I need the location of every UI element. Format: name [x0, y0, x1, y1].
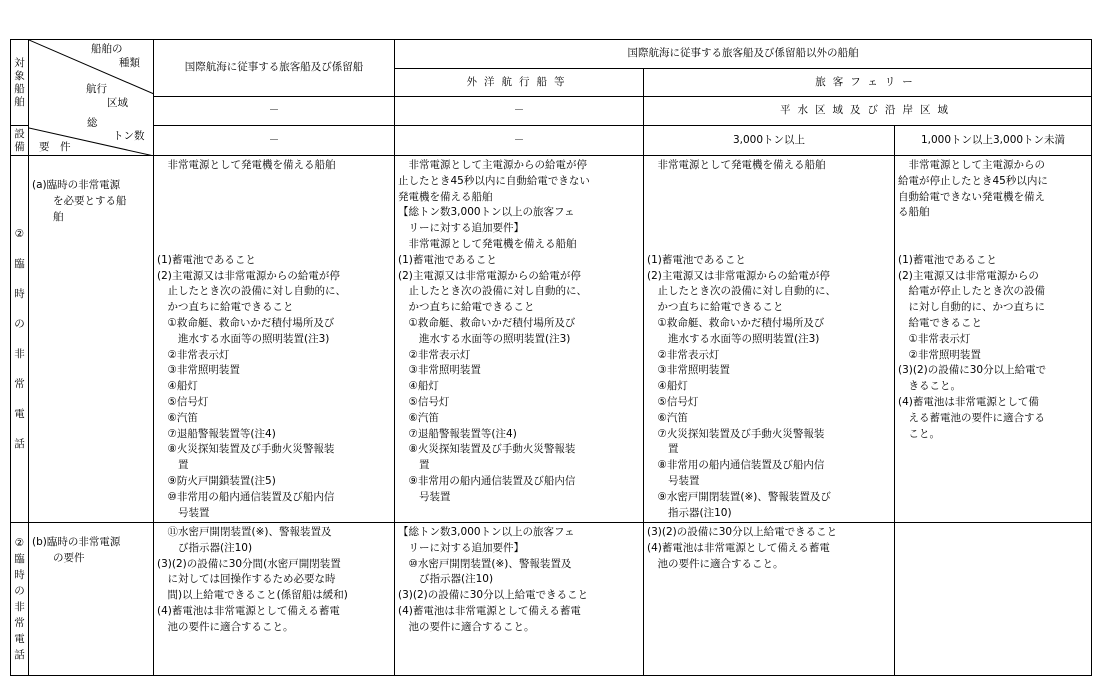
header-area-smooth-coastal: 平水区域及び沿岸区域	[644, 97, 1092, 126]
corner-tonnage-label-2: トン数	[113, 130, 145, 142]
header-diagonal-corner	[29, 40, 154, 156]
header-target-ship-vertical: 対 象 船 舶	[11, 40, 29, 126]
regulation-table-wrapper	[10, 39, 1091, 675]
header-col2-area-dash: －	[395, 97, 644, 126]
section2-side-label: ② 臨 時 の 非 常 電 話	[11, 523, 29, 676]
header-col2-ocean-going: 外洋航行船等	[395, 69, 644, 97]
corner-ship-type-label: 船舶の	[91, 43, 123, 55]
section2-col4-text	[895, 523, 1092, 676]
section2-col3-text: (3)(2)の設備に30分以上給電できること (4)蓄電池は非常電源として備える蓄電 池の要件に適合すること。	[644, 523, 895, 676]
section1-col2-text: 非常電源として主電源からの給電が停 止したとき45秒以内に自動給電できない 発電機を備える船舶 【総トン数3,000トン以上の旅客フェ リーに対する追加要件】 非常電源として発電機を備える船舶 (1)蓄電池であること (2)主電源又は非常電源からの給電が停 止したとき次の設備に対し自動的に、 かつ直ちに給電できること ①救命艇、救命いかだ積付場所及び 進水する水面等の照明装置(注3) ②非常表示灯 ③非常照明装置 ④船灯 ⑤信号灯 ⑥汽笛 ⑦退船警報装置等(注4) ⑧火災探知装置及び手動火災警報装 置 ⑨非常用の船内通信装置及び船内信 号装置	[395, 156, 644, 523]
section2-col2-text: 【総トン数3,000トン以上の旅客フェ リーに対する追加要件】 ⑩水密戸開閉装置(※)、警報装置及 び指示器(注10) (3)(2)の設備に30分以上給電できること (4)蓄電池は非常電源として備える蓄電 池の要件に適合すること。	[395, 523, 644, 676]
section1-col4-text: 非常電源として主電源からの 給電が停止したとき45秒以内に 自動給電できない発電機を備え る船舶 (1)蓄電池であること (2)主電源又は非常電源からの 給電が停止したとき次の設備 に対し自動的に、かつ直ちに 給電できること ①非常表示灯 ②非常照明装置 (3)(2)の設備に30分以上給電で きること。 (4)蓄電池は非常電源として備 える蓄電池の要件に適合する こと。	[895, 156, 1092, 523]
section1-side-label: ② 臨 時 の 非 常 電 話	[11, 156, 29, 523]
corner-requirements-label: 要 件	[39, 141, 71, 153]
corner-ship-type-label-2: 種類	[119, 57, 140, 69]
header-col1-tonnage-dash: －	[154, 126, 395, 156]
header-tonnage-3000-plus: 3,000トン以上	[644, 126, 895, 156]
corner-route-label-2: 区域	[107, 97, 128, 109]
section2-row-label: (b)臨時の非常電源 の要件	[29, 523, 154, 676]
header-group-other-ships: 国際航海に従事する旅客船及び係留船以外の船舶	[395, 40, 1092, 69]
header-col1-area-dash: －	[154, 97, 395, 126]
emergency-power-requirements-table	[10, 39, 1092, 676]
section1-col3-text: 非常電源として発電機を備える船舶 (1)蓄電池であること (2)主電源又は非常電源からの給電が停 止したとき次の設備に対し自動的に、 かつ直ちに給電できること ①救命艇、救命いかだ積付場所及び 進水する水面等の照明装置(注3) ②非常表示灯 ③非常照明装置 ④船灯 ⑤信号灯 ⑥汽笛 ⑦火災探知装置及び手動火災警報装 置 ⑧非常用の船内通信装置及び船内信 号装置 ⑨水密戸開閉装置(※)、警報装置及び 指示器(注10)	[644, 156, 895, 523]
section2-col1-text: ⑪水密戸開閉装置(※)、警報装置及 び指示器(注10) (3)(2)の設備に30分間(水密戸開閉装置 に対しては回操作するため必要な時 間)以上給電できること(係留船は緩和) (4)蓄電池は非常電源として備える蓄電 池の要件に適合すること。	[154, 523, 395, 676]
header-equipment-vertical: 設 備	[11, 126, 29, 156]
header-col2-tonnage-dash: －	[395, 126, 644, 156]
corner-tonnage-label: 総	[87, 117, 98, 129]
header-col1-international-passenger: 国際航海に従事する旅客船及び係留船	[154, 40, 395, 97]
header-tonnage-1000-3000: 1,000トン以上3,000トン未満	[895, 126, 1092, 156]
corner-route-label: 航行	[86, 83, 107, 95]
section1-row-label: (a)臨時の非常電源 を必要とする船 舶	[29, 156, 154, 523]
header-ferry: 旅客フェリー	[644, 69, 1092, 97]
section1-col1-text: 非常電源として発電機を備える船舶 (1)蓄電池であること (2)主電源又は非常電源からの給電が停 止したとき次の設備に対し自動的に、 かつ直ちに給電できること ①救命艇、救命いかだ積付場所及び 進水する水面等の照明装置(注3) ②非常表示灯 ③非常照明装置 ④船灯 ⑤信号灯 ⑥汽笛 ⑦退船警報装置等(注4) ⑧火災探知装置及び手動火災警報装 置 ⑨防火戸開鎖装置(注5) ⑩非常用の船内通信装置及び船内信 号装置	[154, 156, 395, 523]
